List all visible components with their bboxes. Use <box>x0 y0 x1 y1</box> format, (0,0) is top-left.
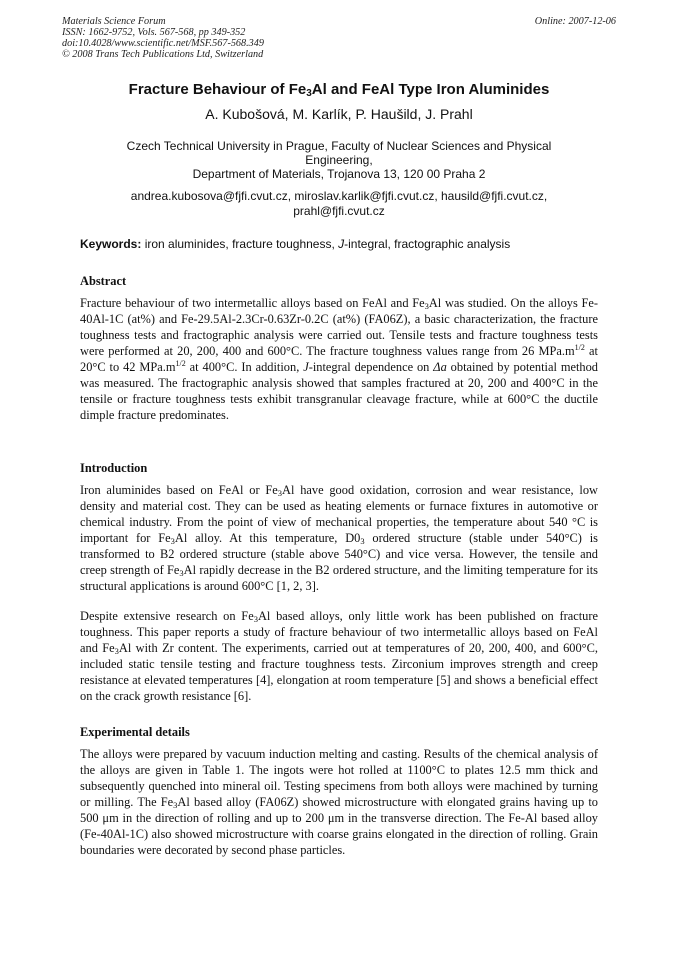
keywords-text: iron aluminides, fracture toughness, J-integral, fractographic analysis <box>144 237 511 251</box>
affiliation-line: Department of Materials, Trojanova 13, 120 00 Praha 2 <box>192 167 486 181</box>
keywords-label: Keywords: <box>80 237 142 251</box>
journal-header <box>62 16 264 60</box>
copyright-line: © 2008 Trans Tech Publications Ltd, Switzerland <box>62 49 264 60</box>
introduction-paragraph: Despite extensive research on $Fe_3Al$ based alloys, only little work has been published on fracture toughness. This paper reports a study of fracture behaviour of two intermetallic alloys based on FeAl and $Fe_3Al$ with Zr content. The experiments, carried out at temperatures of 20, 200, 400, and 600°C, included static tensile testing and fracture toughness tests. Zirconium improves strength and creep resistance at elevated temperatures [4], elongation at room temperature [5] and shows a beneficial effect on the crack growth resistance [6]. <box>80 609 598 703</box>
email-line[interactable]: prahl@fjfi.cvut.cz <box>293 204 385 218</box>
author-emails <box>62 189 616 219</box>
affiliation-line: Czech Technical University in Prague, Faculty of Nuclear Sciences and Physical <box>126 139 552 153</box>
title-subscript: 3 <box>306 88 312 99</box>
email-line[interactable]: andrea.kubosova@fjfi.cvut.cz, miroslav.karlik@fjfi.cvut.cz, hausild@fjfi.cvut.cz, <box>130 189 548 203</box>
online-date: Online: 2007-12-06 <box>534 16 616 27</box>
title-part-b: Al and FeAl Type Iron Aluminides <box>311 81 550 98</box>
introduction-heading: Introduction <box>80 461 148 475</box>
abstract-heading: Abstract <box>80 274 127 288</box>
title-part-a: Fracture Behaviour of Fe <box>128 81 307 98</box>
issn-line: ISSN: 1662-9752, Vols. 567-568, pp 349-352 <box>62 27 246 38</box>
keywords <box>80 237 510 252</box>
paper-title <box>62 81 616 103</box>
affiliation <box>62 139 616 181</box>
experimental-paragraph: The alloys were prepared by vacuum induction melting and casting. Results of the chemical analysis of the alloys are given in Table 1. The ingots were hot rolled at 1100°C to plates 12.5 mm thick and subsequently quenched into mineral oil. Testing specimens from both alloys were machined by turning or milling. The $Fe_3Al$ based alloy (FA06Z) showed microstructure with elongated grains having up to 500 μm in the direction of rolling and up to 200 μm in the transverse direction. The Fe-Al based alloy (Fe-40Al-1C) also showed microstructure with coarse grains elongated in the direction of rolling. Grain boundaries were decorated by second phase particles. <box>80 747 598 857</box>
affiliation-line: Engineering, <box>305 153 373 167</box>
introduction-paragraph: Iron aluminides based on FeAl or $Fe_3Al$ have good oxidation, corrosion and wear resistance, low density and material cost. They can be used as heating elements or furnace fixtures in automotive or chemical industry. From the point of view of mechanical properties, the temperature about 540 °C is important for $Fe_3Al$ alloy. At this temperature, $D0_3$ ordered structure (stable under 540°C) is transformed to B2 ordered structure (stable above 540°C) and vice versa. However, the tensile and creep strength of $Fe_3Al$ rapidly decrease in the B2 ordered structure, and the limiting temperature for its structural applications is around 600°C [1, 2, 3]. <box>80 483 598 593</box>
doi-line[interactable]: doi:10.4028/www.scientific.net/MSF.567-568.349 <box>62 38 264 49</box>
author-list: A. Kubošová, M. Karlík, P. Haušild, J. Prahl <box>205 106 473 122</box>
journal-name: Materials Science Forum <box>62 16 166 27</box>
abstract-text: Fracture behaviour of two intermetallic alloys based on FeAl and $Fe_3Al$ was studied. On the alloys Fe-40Al-1C (at%) and Fe-29.5Al-2.3Cr-0.63Zr-0.2C (at%) (FA06Z), a basic characterization, the fracture toughness tests and fractographic analysis were carried out. Tensile tests and fracture toughness tests were performed at 20, 200, 400 and 600°C. The fracture toughness values range from 26 $MPa.m^{1/2}$ at 20°C to 42 $MPa.m^{1/2}$ at 400°C. In addition, J-integral dependence on Δa obtained by potential method was measured. The fractographic analysis showed that samples fractured at 20, 200 and 400°C in the tensile or fracture toughness tests exhibit transgranular cleavage fracture, while at 600°C the ductile dimple fracture predominates. <box>80 296 598 422</box>
experimental-heading: Experimental details <box>80 725 190 739</box>
